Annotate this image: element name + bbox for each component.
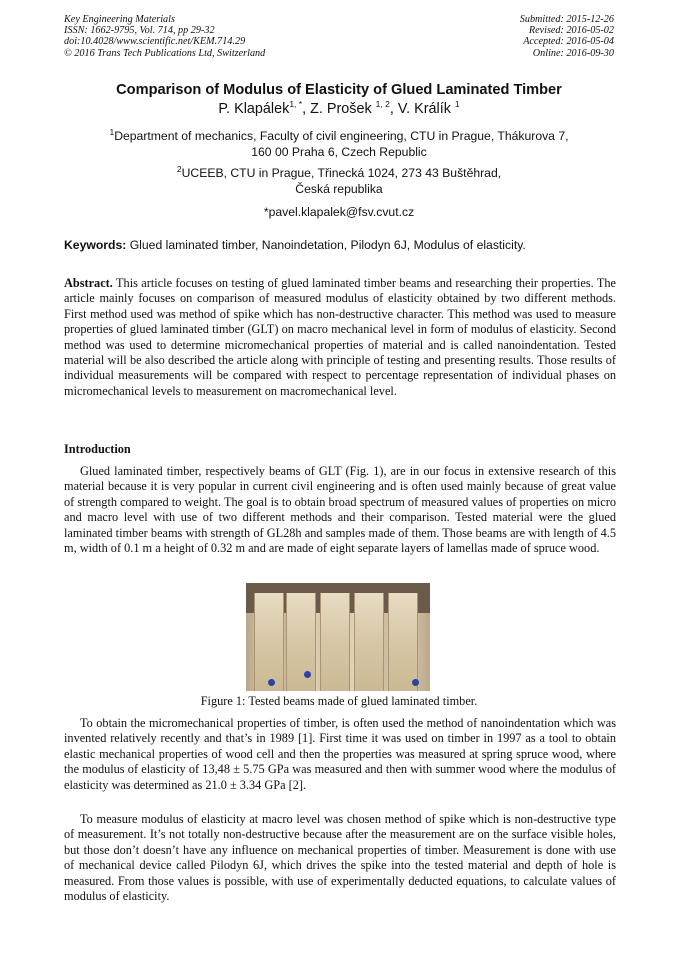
header-left — [64, 14, 265, 59]
author-prosek: , Z. Prošek — [302, 101, 376, 117]
affiliation-2-line-2: Česká republika — [295, 181, 383, 196]
beam-2 — [286, 593, 316, 691]
affiliation-1-text: Department of mechanics, Faculty of civil engineering, CTU in Prague, Thákurova 7, — [114, 129, 569, 143]
affiliation-2-sup: 2 — [176, 163, 182, 174]
revised-date: Revised: 2016-05-02 — [528, 25, 614, 37]
journal-name: Key Engineering Materials — [64, 14, 175, 25]
author-kralik: , V. Králík — [389, 101, 455, 117]
marker-dot-3 — [412, 679, 419, 686]
doi: doi:10.4028/www.scientific.net/KEM.714.29 — [64, 36, 246, 48]
abstract-text: This article focuses on testing of glued laminated timber beams and researching their properties. The article mainly focuses on comparison of measured modulus of elasticity obtained by two different methods. First method used was method of spike which has non-destructive character. This method was used to measure properties of glued laminated timber (GLT) on macro mechanical level in form of modulus of elasticity. Second method was used to determine micromechanical properties of material and is called nanoindentation. Tested material will be also described the article along with principle of testing and presenting results. Those results of individual measurements will be compared with respect to percentage representation of individual phases on micromechanical levels to measurement on macromechanical level. — [64, 276, 616, 398]
header-right — [520, 14, 614, 59]
introduction-paragraph-3 — [64, 812, 616, 904]
author-klapalek-sup: 1, * — [289, 99, 303, 110]
accepted-date: Accepted: 2016-05-04 — [523, 36, 614, 48]
affiliation-1-line-2: 160 00 Praha 6, Czech Republic — [251, 144, 427, 159]
marker-dot-2 — [304, 671, 311, 678]
beam-5 — [388, 593, 418, 691]
intro-p2-text: To obtain the micromechanical properties of timber, is often used the method of nanoindentation which was invented relatively recently and that’s in 1989 [1]. First time it was used on timber in 1997 as a tool to obtain elastic mechanical properties of wood cell and then the properties was measured at spring spruce wood, where the modulus of elasticity of 13,48 ± 5.75 GPa was measured and then with summer wood where the modulus of elasticity was determined as 21.0 ± 3.34 GPa [2]. — [64, 716, 616, 792]
affiliation-1-line-1 — [0, 126, 678, 145]
issn: ISSN: 1662-9795, Vol. 714, pp 29-32 — [64, 25, 215, 37]
affiliation-2-line-1 — [0, 163, 678, 182]
online-date: Online: 2016-09-30 — [532, 47, 614, 59]
corresponding-email[interactable]: *pavel.klapalek@fsv.cvut.cz — [263, 205, 415, 219]
copyright: © 2016 Trans Tech Publications Ltd, Switzerland — [64, 47, 266, 59]
author-list — [0, 101, 678, 117]
abstract-label: Abstract. — [64, 276, 113, 290]
figure-1-caption: Figure 1: Tested beams made of glued laminated timber. — [200, 694, 478, 708]
author-kralik-sup: 1 — [454, 99, 460, 110]
beam-1 — [254, 593, 284, 691]
affiliation-1-sup: 1 — [109, 126, 115, 137]
marker-dot-1 — [268, 679, 275, 686]
keywords — [64, 238, 616, 252]
author-klapalek: P. Klapálek — [218, 101, 290, 117]
intro-p1-text: Glued laminated timber, respectively beams of GLT (Fig. 1), are in our focus in extensive research of this material because it is very popular in current civil engineering and is often used mainly because of great value of strength compared to weight. The goal is to obtain broad spectrum of measured values of properties on micro and macro level with use of two different methods and their comparison. Tested material were the glued laminated timber beams with strength of GL28h and samples made of them. Those beams are with length of 4.5 m, width of 0.1 m a height of 0.32 m and are made of eight separate layers of lamellas made of spruce wood. — [64, 464, 616, 556]
beam-3 — [320, 593, 350, 691]
affiliation-1 — [0, 126, 678, 160]
keywords-text: Glued laminated timber, Nanoindetation, Pilodyn 6J, Modulus of elasticity. — [126, 238, 526, 252]
submitted-date: Submitted: 2015-12-26 — [519, 14, 614, 25]
paper-title: Comparison of Modulus of Elasticity of Glued Laminated Timber — [116, 82, 562, 98]
author-prosek-sup: 1, 2 — [375, 99, 390, 110]
introduction-paragraph-1 — [64, 464, 616, 556]
affiliation-2 — [0, 163, 678, 197]
affiliation-2-text: UCEEB, CTU in Prague, Třinecká 1024, 273 43 Buštěhrad, — [181, 166, 502, 180]
intro-p3-text: To measure modulus of elasticity at macro level was chosen method of spike which is non-destructive type of measurement. It’s not totally non-destructive because after the measurement are on the surface visible holes, but those don’t doesn’t have any influence on mechanical properties of timber. Measurement is done with use of mechanical device called Pilodyn 6J, which drives the spike into the tested material and depth of hole is measured. From those values is possible, with use of experimentally deducted equations, to calculate values of modulus of elasticity. — [64, 812, 616, 904]
introduction-paragraph-2 — [64, 716, 616, 793]
beam-4 — [354, 593, 384, 691]
abstract — [64, 276, 616, 399]
figure-1-image — [246, 583, 430, 691]
keywords-label: Keywords: — [64, 238, 127, 252]
introduction-heading: Introduction — [64, 442, 131, 456]
